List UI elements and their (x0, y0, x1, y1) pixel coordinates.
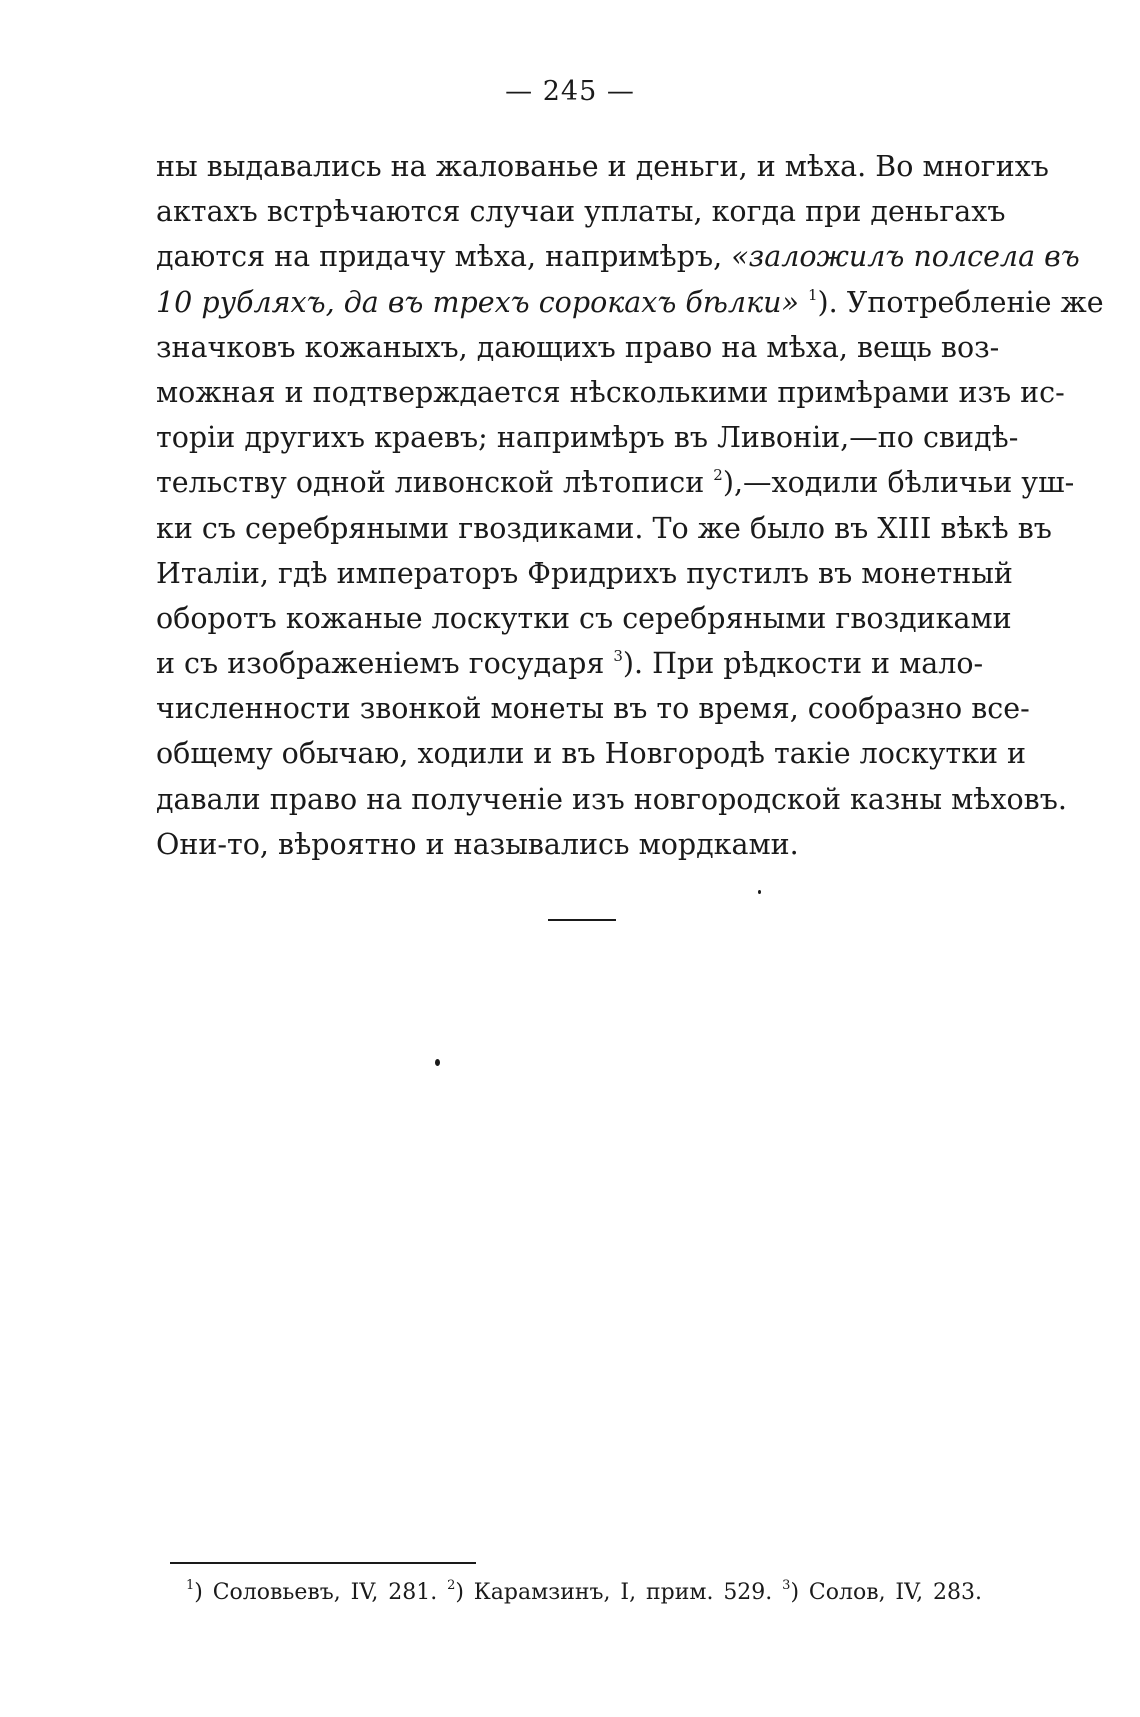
text-line: Они-то, вѣроятно и назывались мордками. (156, 827, 799, 861)
footnotes (186, 1578, 982, 1608)
text-line: численности звонкой монеты въ то время, сообразно все- (156, 692, 1030, 726)
text-line: ны выдавались на жалованье и деньги, и мѣха. Во многихъ (156, 150, 1049, 183)
text-line: можная и подтверждается нѣсколькими примѣрами изъ ис- (156, 375, 1065, 409)
footnote: $^1$) Соловьевъ, IV, 281. (186, 1578, 438, 1605)
footnote-ref: 1 (807, 285, 818, 304)
footnote-ref: 2 (713, 466, 723, 485)
footnote-number: 1 (186, 1578, 195, 1593)
print-speck (435, 1059, 440, 1066)
text-line: ки съ серебряными гвоздиками. То же было въ XIII вѣкѣ въ (156, 511, 1052, 545)
footnote: $^2$) Карамзинъ, I, прим. 529. (447, 1578, 773, 1605)
page-number: — 245 — (505, 76, 635, 107)
text-line: давали право на полученіе изъ новгородской казны мѣховъ. (156, 782, 1067, 816)
footnote-ref: 3 (613, 647, 623, 666)
main-text (156, 144, 1104, 867)
print-speck (758, 890, 761, 894)
text-line: даются на придачу мѣха, напримѣръ, «заложилъ полсела въ (156, 240, 1080, 274)
text-line: 10 рубляхъ, да въ трехъ сорокахъ бѣлки» $^1$). Употребленіе же (156, 285, 1104, 319)
text-line: актахъ встрѣчаются случаи уплаты, когда при деньгахъ (156, 195, 1006, 229)
italic-quote: «заложилъ полсела въ (731, 240, 1080, 274)
text-line: Италіи, гдѣ императоръ Фридрихъ пустилъ въ монетный (156, 556, 1013, 590)
text-line: оборотъ кожаные лоскутки съ серебряными гвоздиками (156, 601, 1012, 635)
text-line: общему обычаю, ходили и въ Новгородѣ такіе лоскутки и (156, 737, 1027, 771)
footnote-number: 3 (782, 1578, 791, 1593)
footnote: $^3$) Солов, IV, 283. (782, 1578, 982, 1605)
footnote-number: 2 (447, 1578, 456, 1593)
text-line: и съ изображеніемъ государя $^3$). При рѣдкости и мало- (156, 647, 984, 681)
text-line: торіи другихъ краевъ; напримѣръ въ Ливоніи,—по свидѣ- (156, 421, 1019, 455)
italic-quote: 10 рубляхъ, да въ трехъ сорокахъ бѣлки» (156, 285, 799, 319)
text-line: значковъ кожаныхъ, дающихъ право на мѣха, вещь воз- (156, 330, 1000, 364)
footnote-separator (170, 1562, 476, 1564)
text-line: тельству одной ливонской лѣтописи $^2$),—ходили бѣличьи уш- (156, 466, 1075, 500)
section-end-rule (548, 919, 616, 921)
